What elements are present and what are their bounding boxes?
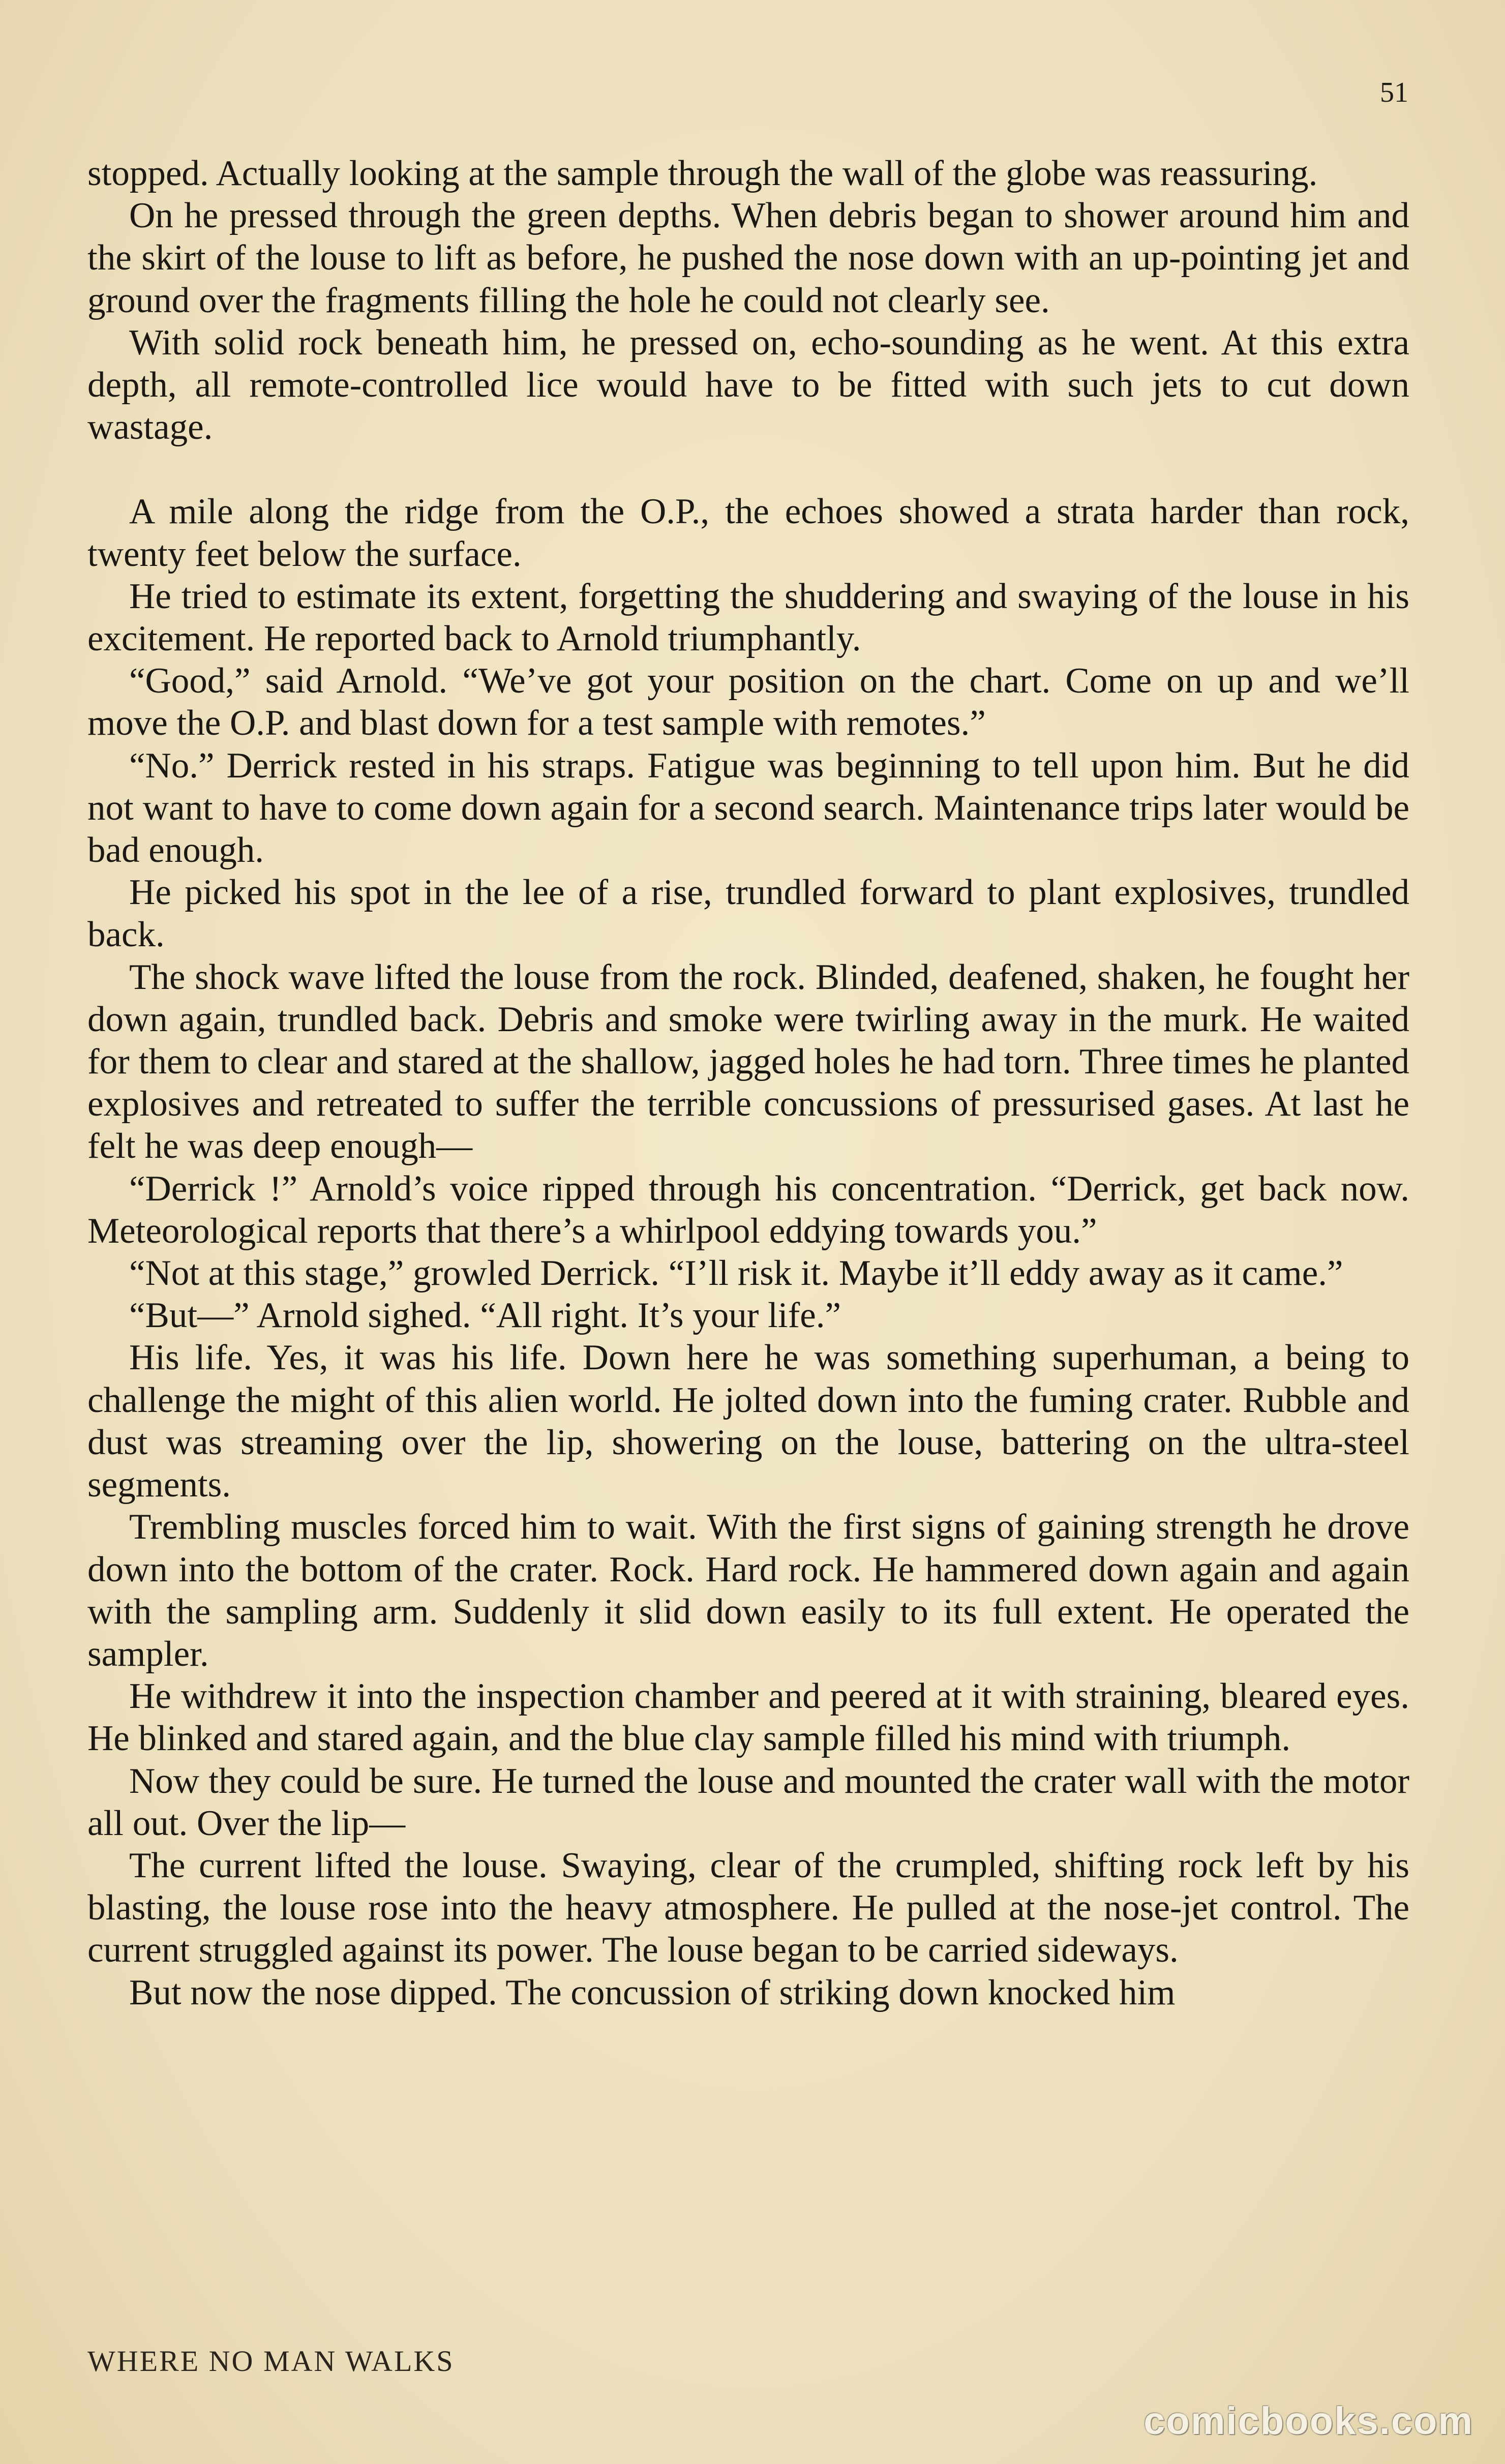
body-text	[87, 153, 1409, 2014]
site-watermark: comicbooks.com	[1143, 2399, 1473, 2443]
paragraph: He tried to estimate its extent, forgetting the shuddering and swaying of the louse in his excitement. He reported back to Arnold triumphantly.	[87, 576, 1409, 659]
paragraph: Now they could be sure. He turned the louse and mounted the crater wall with the motor all out. Over the lip—	[87, 1761, 1409, 1843]
paragraph: Trembling muscles forced him to wait. With the first signs of gaining strength he drove down into the bottom of the crater. Rock. Hard rock. He hammered down again and again with the sampling arm. Suddenly it slid down easily to its full extent. He operated the sampler.	[87, 1507, 1409, 1674]
paragraph: A mile along the ridge from the O.P., the echoes showed a strata harder than rock, twenty feet below the surface.	[87, 492, 1409, 574]
paragraph: “But—” Arnold sighed. “All right. It’s your life.”	[129, 1296, 841, 1336]
paragraph: “Derrick !” Arnold’s voice ripped through his concentration. “Derrick, get back now. Meteorological reports that there’s a whirlpool eddying towards you.”	[87, 1168, 1409, 1251]
paragraph: The shock wave lifted the louse from the rock. Blinded, deafened, shaken, he fought her down again, trundled back. Debris and smoke were twirling away in the murk. He waited for them to clear and stared at the shallow, jagged holes he had torn. Three times he planted explosives and retreated to suffer the terrible concussions of pressurised gases. At last he felt he was deep enough—	[87, 957, 1409, 1166]
paragraph: “Good,” said Arnold. “We’ve got your position on the chart. Come on up and we’ll move the O.P. and blast down for a test sample with remotes.”	[87, 661, 1409, 743]
running-footer-title: WHERE NO MAN WALKS	[87, 2345, 455, 2378]
paragraph: “No.” Derrick rested in his straps. Fatigue was beginning to tell upon him. But he did not want to have to come down again for a second search. Maintenance trips later would be bad enough.	[87, 745, 1409, 870]
paragraph: stopped. Actually looking at the sample through the wall of the globe was reassuring.	[87, 154, 1318, 193]
paragraph: With solid rock beneath him, he pressed on, echo-sounding as he went. At this extra depth, all remote-controlled lice would have to be fitted with such jets to cut down wastage.	[87, 322, 1409, 447]
page-number: 51	[1380, 77, 1408, 108]
paragraph: “Not at this stage,” growled Derrick. “I’ll risk it. Maybe it’ll eddy away as it came.”	[129, 1253, 1343, 1294]
paragraph: His life. Yes, it was his life. Down here he was something superhuman, a being to challenge the might of this alien world. He jolted down into the fuming crater. Rubble and dust was streaming over the lip, showering on the louse, battering on the ultra-steel segments.	[87, 1338, 1409, 1505]
paragraph: But now the nose dipped. The concussion of striking down knocked him	[129, 1972, 1176, 2012]
paragraph: He withdrew it into the inspection chamber and peered at it with straining, bleared eyes. He blinked and stared again, and the blue clay sample filled his mind with triumph.	[87, 1676, 1409, 1759]
paragraph: The current lifted the louse. Swaying, clear of the crumpled, shifting rock left by his blasting, the louse rose into the heavy atmosphere. He pulled at the nose-jet control. The current struggled against its power. The louse began to be carried sideways.	[87, 1845, 1409, 1970]
paragraph: He picked his spot in the lee of a rise, trundled forward to plant explosives, trundled back.	[87, 873, 1409, 955]
paragraph: On he pressed through the green depths. When debris began to shower around him and the skirt of the louse to lift as before, he pushed the nose down with an up-pointing jet and ground over the fragments filling the hole he could not clearly see.	[87, 196, 1409, 320]
